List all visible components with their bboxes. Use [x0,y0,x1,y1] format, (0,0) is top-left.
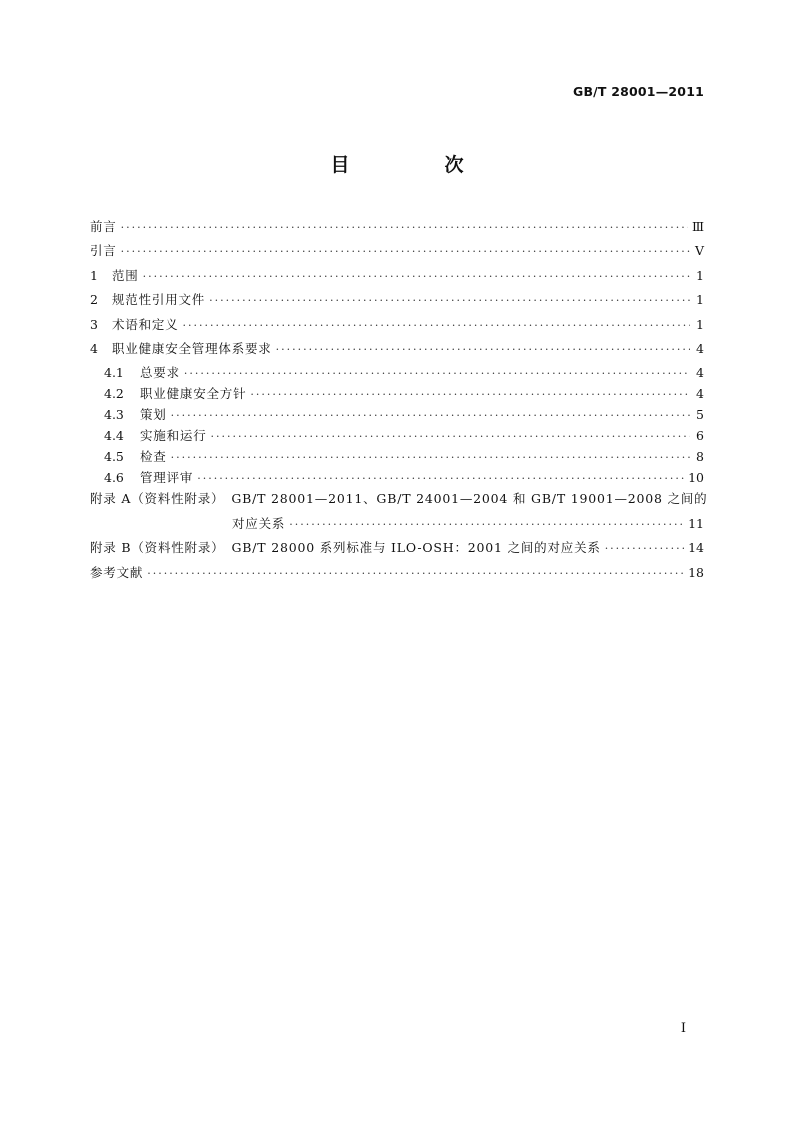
toc-entry-label: 总要求 [140,365,180,381]
toc-entry-page: 4 [696,386,704,402]
toc-entry-page: 6 [696,428,704,444]
toc-entry-number: 3 [90,316,98,332]
toc-entry-page: 18 [688,564,704,580]
toc-entry-page: Ⅲ [691,219,704,234]
toc-entry-label: 职业健康安全管理体系要求 [112,340,272,356]
dot-leader [209,294,690,307]
toc-entry-page: 4 [696,365,704,381]
toc-entry-2[interactable] [90,290,704,314]
toc-entry-bibliography[interactable] [90,563,704,587]
toc-entry-number: 4 [90,340,98,356]
toc-entry-label: 范围 [112,267,139,283]
toc-entry-foreword[interactable] [90,217,704,241]
toc-entry-label: 引言 [90,243,117,259]
toc-entry-number: 1 [90,267,98,283]
toc-entry-label: 对应关系 [232,515,286,531]
toc-entry-1[interactable] [90,266,704,290]
toc-entry-page: 11 [688,515,704,531]
toc-entry-label: 术语和定义 [112,316,179,332]
toc-entry-4-1[interactable] [90,363,704,384]
toc-entry-page: 8 [696,449,704,465]
toc-entry-3[interactable] [90,315,704,339]
toc-entry-label: 职业健康安全方针 [140,386,247,402]
toc-entry-label: 策划 [140,407,167,423]
dot-leader [184,367,690,380]
toc-entry-4-4[interactable] [90,426,704,447]
toc-entry-label: 前言 [90,219,117,234]
toc-entry-annex-a-continued[interactable] [90,514,704,538]
toc-entry-label: 参考文献 [90,564,144,580]
dot-leader [197,472,684,485]
toc-entry-number: 4.2 [104,386,124,402]
dot-leader [289,518,684,531]
dot-leader [171,409,690,422]
dot-leader [276,343,690,356]
page-number: Ⅰ [680,1021,686,1036]
toc-entry-annex-b[interactable] [90,538,704,562]
dot-leader [171,451,690,464]
toc-entry-page: 10 [688,470,704,486]
toc-entry-label: 附录 A（资料性附录） GB/T 28001—2011、GB/T 24001—2004 和 GB/T 19001—2008 之间的 [90,491,708,507]
toc-entry-number: 4.5 [104,449,124,465]
dot-leader [121,245,690,258]
dot-leader [211,430,690,443]
toc-entry-4-6[interactable] [90,468,704,489]
dot-leader [121,221,688,234]
toc-entry-number: 4.1 [104,365,124,381]
toc-entry-4-2[interactable] [90,384,704,405]
toc-entry-page: 5 [696,407,704,423]
page-title: 目 次 [330,154,502,176]
toc-entry-number: 2 [90,292,98,308]
dot-leader [183,319,690,332]
toc-entry-page: Ⅴ [694,243,704,259]
toc-entry-4-5[interactable] [90,447,704,468]
standard-code: GB/T 28001—2011 [572,84,704,99]
toc-entry-number: 4.6 [104,470,124,486]
toc-entry-label: 实施和运行 [140,428,207,444]
toc-entry-number: 4.4 [104,428,124,444]
toc-entry-page: 1 [696,267,704,283]
toc-entry-label: 规范性引用文件 [112,292,206,308]
toc-entry-page: 1 [696,316,704,332]
dot-leader [143,270,690,283]
toc-entry-page: 14 [688,540,704,556]
toc-entry-page: 1 [696,292,704,308]
toc-entry-page: 4 [696,340,704,356]
toc-entry-label: 附录 B（资料性附录） GB/T 28000 系列标准与 ILO-OSH：2001 之间的对应关系 [90,540,601,556]
table-of-contents [90,217,708,587]
dot-leader [605,542,684,555]
toc-entry-label: 管理评审 [140,470,194,486]
toc-entry-annex-a[interactable] [90,489,708,513]
toc-entry-label: 检查 [140,449,167,465]
toc-entry-4-3[interactable] [90,405,704,426]
toc-entry-number: 4.3 [104,407,124,423]
toc-entry-introduction[interactable] [90,241,704,265]
dot-leader [147,567,684,580]
toc-entry-4[interactable] [90,339,704,363]
dot-leader [250,388,690,401]
